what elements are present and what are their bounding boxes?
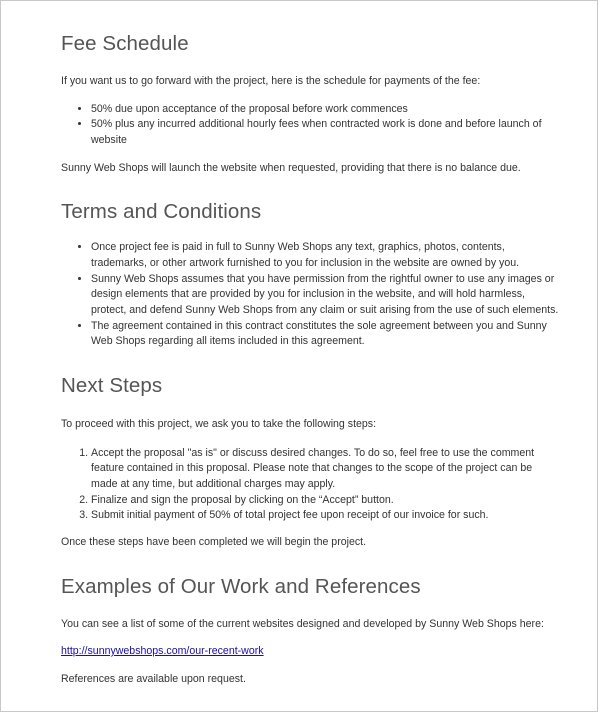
next-steps-item: 2. Finalize and sign the proposal by clicking on the “Accept” button. [91,493,561,509]
next-steps-item: 3. Submit initial payment of 50% of total project fee upon receipt of our invoice for such. [91,508,561,524]
next-steps-intro: To proceed with this project, we ask you to take the following steps: [61,418,377,431]
fee-schedule-section [61,31,561,176]
fee-schedule-item: • 50% plus any incurred additional hourly fees when contracted work is done and before launch of website [91,117,561,148]
terms-item: • Sunny Web Shops assumes that you have permission from the rightful owner to use any images or design elements that are provided by you for inclusion in the website, and will hold harmless, protect, and defend Sunny Web Shops from any claim or suit arising from the use of such elements. [91,272,561,319]
fee-schedule-note: Sunny Web Shops will launch the website when requested, providing that there is no balance due. [61,161,521,174]
terms-section [61,199,561,350]
examples-section [61,574,561,688]
examples-intro: You can see a list of some of the current websites designed and developed by Sunny Web Shops here: [61,617,544,630]
next-steps-section [61,373,561,551]
document-content [61,31,561,687]
terms-item: • The agreement contained in this contract constitutes the sole agreement between you and Sunny Web Shops regarding all items included in this agreement. [91,319,561,350]
terms-item: • Once project fee is paid in full to Sunny Web Shops any text, graphics, photos, contents, trademarks, or other artwork furnished to you for inclusion in the website are owned by you. [91,240,561,271]
next-steps-heading: Next Steps [61,374,163,398]
examples-link-paragraph [61,644,561,660]
recent-work-link[interactable]: http://sunnywebshops.com/our-recent-work [61,645,264,658]
references-note: References are available upon request. [61,672,246,685]
fee-schedule-heading: Fee Schedule [61,32,189,55]
fee-schedule-item: • 50% due upon acceptance of the proposal before work commences [91,102,561,118]
terms-heading: Terms and Conditions [61,200,262,224]
fee-schedule-list [61,102,561,149]
fee-schedule-intro: If you want us to go forward with the project, here is the schedule for payments of the fee: [61,75,481,87]
next-steps-note: Once these steps have been completed we will begin the project. [61,536,367,549]
examples-heading: Examples of Our Work and References [61,574,421,598]
next-steps-list [61,446,561,525]
terms-list [61,240,561,350]
next-steps-item: 1. Accept the proposal "as is" or discuss desired changes. To do so, feel free to use the comment feature contained in this proposal. Please note that changes to the scope of the project can be made at any time, but additional charges may apply. [91,446,561,493]
